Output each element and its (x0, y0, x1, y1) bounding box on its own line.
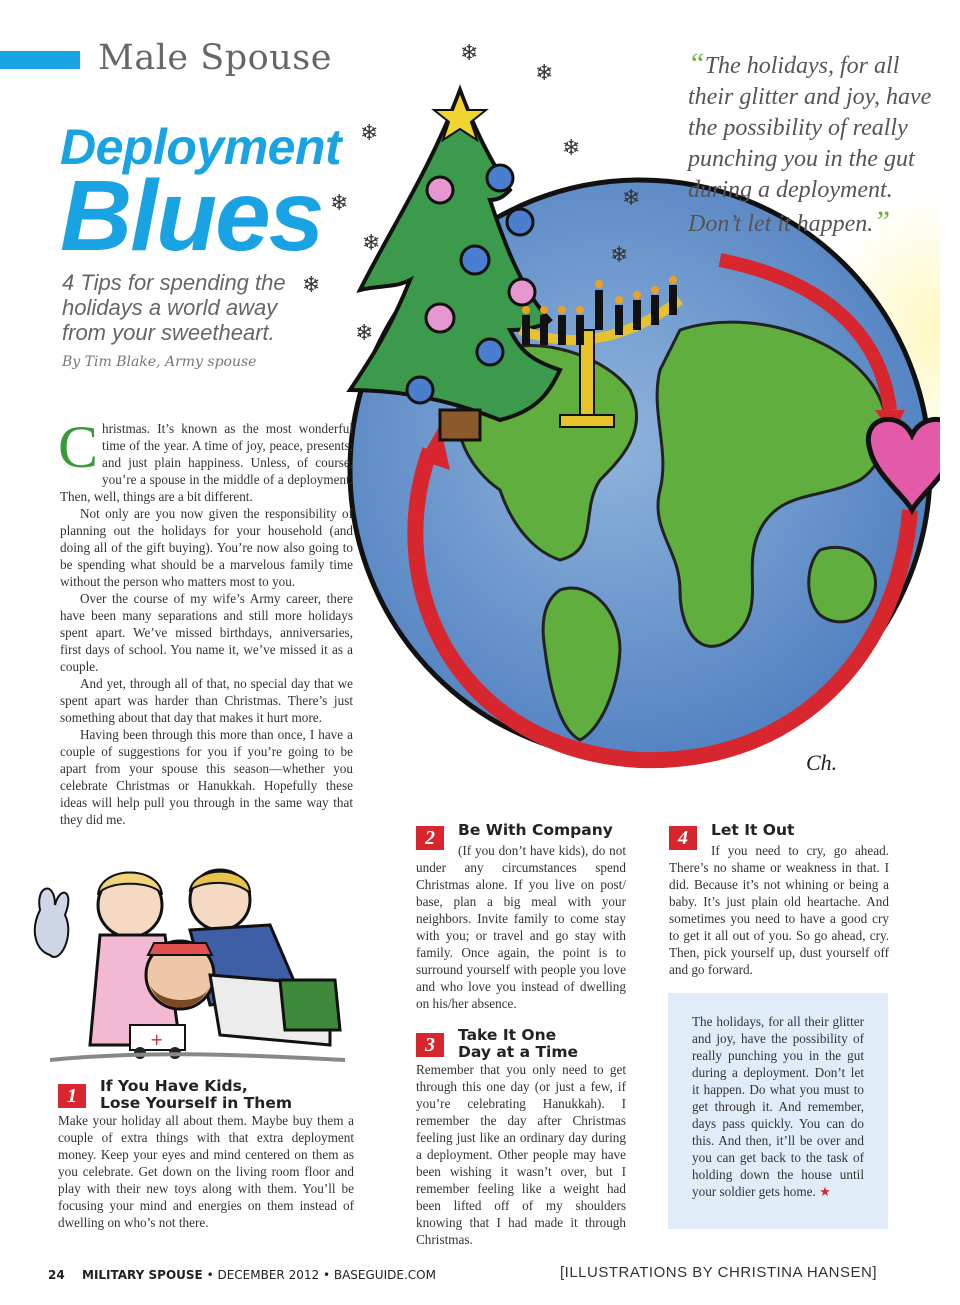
tip-header (416, 1027, 626, 1061)
snowflake-icon: ❄ (622, 185, 641, 210)
tip-body (416, 842, 626, 1012)
ornament-icon (487, 165, 513, 191)
website: BASEGUIDE.COM (333, 1268, 436, 1282)
end-star-icon: ★ (819, 1184, 831, 1199)
illustration-credit: [ILLUSTRATIONS BY CHRISTINA HANSEN] (560, 1264, 878, 1281)
page-number: 24 (48, 1268, 65, 1282)
tip-title-line: If You Have Kids, (100, 1077, 248, 1095)
tip-body: Make your holiday all about them. Maybe buy them a couple of extra things with that extra deployment money. Keep your eyes and mind centered on them as you celebrate. Get down on the living room floor and play with their new toys along with them. You’ll be focusing your mind and energies on them instead of dwelling on who’s not there. (58, 1113, 354, 1230)
ornament-icon (407, 377, 433, 403)
sidebar-box (668, 993, 888, 1229)
tip-body-text: If you need to cry, go ahead. There’s no shame or weakness in that. I did. Because it’s not whining or being a baby. It’s just plain old heartache. And sometimes you need to have a good cry to get it all out of you. So go ahead, cry. Then, pick yourself up, dust yourself off and go forward. (669, 843, 889, 977)
tip-title: Let It Out (711, 821, 795, 839)
tip-number-badge: 2 (416, 826, 444, 850)
tip-number-badge: 4 (669, 826, 697, 850)
snowflake-icon: ❄ (362, 230, 381, 255)
tip-title: Be With Company (458, 821, 613, 839)
headline-line-2: Blues (60, 160, 323, 272)
ornament-icon (477, 339, 503, 365)
tip-body: Remember that you only need to get through this one day (or just a few, if you’re celebrating Hanukkah). I remember the day after Christmas feeling just like an ordinary day during a deployment. Other people may have been wishing it wasn’t over, but I remember feeling like a weight had been lifted off of my shoulders knowing that I had made it through Christmas. (416, 1062, 626, 1247)
ornament-icon (461, 246, 489, 274)
tip-header (58, 1078, 354, 1112)
tip-number-badge: 1 (58, 1084, 86, 1108)
intro-column (58, 414, 353, 828)
intro-paragraph-text: hristmas. It’s known as the most wonderful time of the year. A time of joy, peace, presents, and just plain happiness. Unless, of course, you’re a spouse in the middle of a deployment. Then, well, things are a bit different. (60, 421, 353, 504)
footer-folio (82, 1268, 436, 1282)
byline: By Tim Blake, Army spouse (62, 354, 257, 370)
ornament-icon (426, 304, 454, 332)
section-accent-bar (0, 51, 80, 69)
snowflake-icon: ❄ (460, 40, 479, 65)
drop-cap: C (58, 414, 99, 480)
tip-title-line: Take It One (458, 1026, 557, 1044)
snowflake-icon: ❄ (302, 272, 321, 297)
continent-shape (809, 547, 876, 621)
ornament-icon (507, 209, 533, 235)
tip-2 (416, 822, 626, 1012)
pull-quote-open-mark: “ (688, 47, 705, 80)
tip-4 (669, 822, 889, 978)
headline-line-1: Deployment (60, 119, 342, 175)
intro-paragraph: Having been through this more than once, I have a couple of suggestions for you if you’re going to be apart from your spouse this season—whether you celebrate Christmas or Hanukkah. Hopefully these ideas will help pull you through in the same way that they did me. (60, 727, 353, 827)
snowflake-icon: ❄ (360, 120, 379, 145)
family-play-illustration (30, 855, 350, 1070)
tip-number-badge: 3 (416, 1033, 444, 1057)
snowflake-icon: ❄ (562, 135, 581, 160)
sidebar-body: The holidays, for all their glitter and joy, have the possibility of really punching you in the gut during a deployment. Don’t let it happen. Do what you must to get through it. And remember, days pass quickly. You can do this. And then, it’ll be over and you can get back to the task of holding down the house until your soldier gets home. (692, 1014, 864, 1199)
tip-3 (416, 1027, 626, 1248)
tip-body (669, 842, 889, 978)
illustrator-signature: Ch. (806, 750, 838, 775)
tip-1 (58, 1078, 354, 1231)
magazine-name: MILITARY SPOUSE (82, 1268, 203, 1282)
section-label: Male Spouse (98, 38, 332, 78)
snowflake-icon: ❄ (535, 60, 554, 85)
tip-title-line: Day at a Time (458, 1043, 579, 1061)
tip-body-text: (If you don’t have kids), do not under any circumstances spend Christmas alone. If you live on post/ base, plan a big meal with your neighbors. Invite family to come stay with you; or travel and go stay with family. Once again, the point is to surround yourself with people you love and who love you instead of dwelling on his/her absence. (416, 843, 626, 1011)
dad-shorts (280, 980, 340, 1030)
ornament-icon (427, 177, 453, 203)
intro-paragraph: Over the course of my wife’s Army career, there have been many separations and still more holidays spent apart. We’ve missed birthdays, anniversaries, first days of school. You name it, we’ve missed it as a couple. (60, 591, 353, 674)
bullet-separator: • (206, 1268, 214, 1282)
sidebar-text (692, 1013, 864, 1200)
pull-quote-close-mark: ” (873, 205, 890, 238)
ornament-icon (509, 279, 535, 305)
snowflake-icon: ❄ (610, 242, 629, 267)
bullet-separator: • (322, 1268, 331, 1282)
intro-paragraph (58, 414, 353, 505)
snowflake-icon: ❄ (355, 320, 374, 345)
pull-quote (688, 48, 938, 240)
subtitle: 4 Tips for spending the holidays a world away from your sweetheart. (62, 270, 286, 345)
intro-paragraph: And yet, through all of that, no special day that we spent apart was harder than Christmas. There’s just something about that day that makes it hurt more. (60, 676, 353, 725)
tip-title (458, 1027, 578, 1061)
red-cross-icon: + (150, 1030, 164, 1049)
tip-title (100, 1078, 292, 1112)
tip-title-line: Lose Yourself in Them (100, 1094, 292, 1112)
pull-quote-text: The holidays, for all their glitter and joy, have the possibility of really punching you in the gut during a deployment. Don’t let it happen. (688, 53, 932, 237)
issue-date: DECEMBER 2012 (217, 1268, 320, 1282)
toy-bunny-icon (35, 889, 69, 957)
intro-paragraph: Not only are you now given the responsibility of planning out the holidays for your household (and doing all of the gift buying). You’re now also going to be spending what should be a marvelous family time without the person who matters most to you. (60, 506, 353, 589)
snowflake-icon: ❄ (330, 190, 349, 215)
